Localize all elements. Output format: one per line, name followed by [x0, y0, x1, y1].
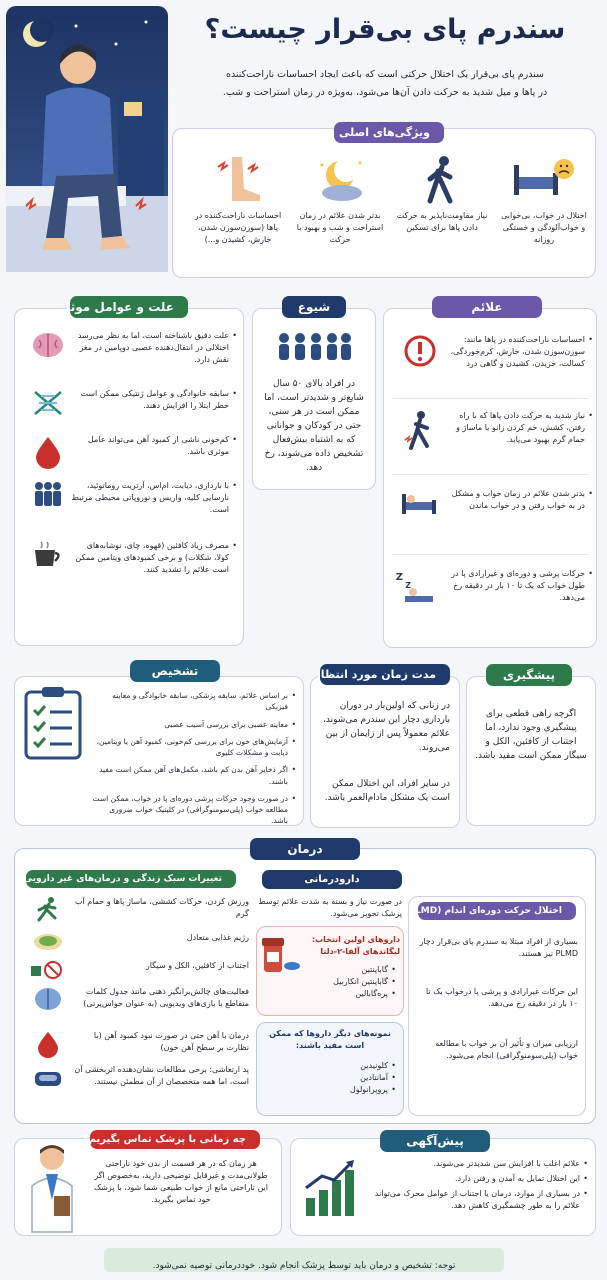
diagnosis-item-4: • اگر ذخایر آهن بدن کم باشد، مکمل‌های آهن ممکن است مفید باشند. — [92, 764, 296, 787]
people-icon — [31, 480, 65, 510]
diagnosis-item-3: • آزمایش‌های خون برای بررسی کم‌خونی، کمبود آهن یا ویتامین، دیابت و مشکلات کلیوی — [92, 736, 296, 759]
prognosis-heading: پیش‌آگهی — [380, 1130, 490, 1152]
leg-motion-icon — [403, 410, 437, 450]
cause-5 — [19, 540, 237, 576]
lifestyle-3-text: اجتناب از کافئین، الکل و سیگار — [145, 961, 249, 970]
cause-3 — [19, 434, 237, 468]
duration-text-1: در زنانی که اولین‌بار در دوران بارداری دچار این سندرم می‌شوند، علائم معمولاً پس از زایمان از بین می‌روند. — [323, 701, 450, 753]
moon-cloud-icon — [294, 150, 386, 210]
lifestyle-4-text: فعالیت‌های چالش‌برانگیز ذهنی مانند جدول کلمات متقاطع یا بازی‌های ویدیویی (به عنوان حواس‌پرتی) — [83, 987, 249, 1008]
diagnosis-item-1: • بر اساس علائم، سابقه پزشکی، سابقه خانوادگی و معاینه فیزیکی — [92, 690, 296, 713]
feature-sensation — [190, 150, 286, 246]
dna-icon — [31, 388, 65, 418]
other-drug-2: • آمانتادین — [300, 1072, 396, 1084]
lifestyle-1 — [27, 896, 249, 922]
no-caffeine-icon — [29, 960, 63, 980]
diagnosis-item-5: • در صورت وجود حرکات پرشی دوره‌ای پا در خواب، ممکن است مطالعه خواب (پلی‌سومنوگرافی) در کلینیک خواب ضروری باشد. — [92, 793, 296, 827]
first-line-drug-2: • گاباپنتین انکاربیل — [300, 976, 396, 988]
growth-chart-icon — [302, 1158, 358, 1218]
lifestyle-heading: تغییرات سبک زندگی و درمان‌های غیر دارویی — [26, 870, 236, 888]
sleep-zzz-icon — [395, 568, 437, 608]
prognosis-item-3: • در بسیاری از موارد، درمان یا اجتناب از عوامل محرک می‌تواند علائم را به طور چشمگیری کاهش دهد. — [366, 1188, 588, 1212]
symptom-3 — [397, 488, 593, 518]
duration-heading: مدت زمان مورد انتظار — [320, 664, 450, 685]
lifestyle-6-text: پد ارتعاشی: برخی مطالعات نشان‌دهنده اثربخشی آن است، اما همه متخصصان از آن مطمئن نیستند. — [74, 1065, 249, 1086]
prevention-text: اگرچه راهی قطعی برای پیشگیری وجود ندارد، اما اجتناب از کافئین، الکل و سیگار ممکن است مفید باشد. — [475, 709, 587, 761]
plmd-text-3: ارزیابی میزان و تأثیر آن بر خواب با مطالعه خواب (پلی‌سومنوگرافی) انجام می‌شود. — [435, 1039, 578, 1060]
svg-text:Z: Z — [405, 581, 411, 590]
lifestyle-2-text: رژیم غذایی متعادل — [186, 933, 249, 942]
symptom-2-text: • نیاز شدید به حرکت دادن پاها که با راه رفتن، کشش، خم کردن زانو یا ماساژ و حمام گرم بهبود می‌یابد. — [443, 410, 593, 446]
feature-sensation-label: احساسات ناراحت‌کننده در پاها (سوزن‌سوزن شدن، خارش، کشیدن و...) — [194, 211, 282, 244]
prevention-heading: پیشگیری — [486, 664, 572, 686]
feature-urge — [396, 150, 488, 234]
leg-pain-icon — [190, 150, 286, 210]
cause-1 — [19, 330, 237, 366]
prognosis-list — [366, 1158, 588, 1212]
lifestyle-6 — [27, 1064, 249, 1090]
plmd-text-2: این حرکات غیرارادی و پرشی پا درخواب یک تا ۱۰ بار در دقیقه رخ می‌دهد. — [425, 987, 578, 1008]
symptom-3-text: • بدتر شدن علائم در زمان خواب و مشکل در به خواب رفتن و در خواب ماندن — [443, 488, 593, 512]
lifestyle-5 — [27, 1030, 249, 1058]
prognosis-item-1: • علائم اغلب با افزایش سن شدیدتر می‌شوند. — [366, 1158, 588, 1170]
feature-night — [294, 150, 386, 246]
page-title: سندرم پای بی‌قرار چیست؟ — [204, 14, 566, 45]
first-line-list — [300, 964, 396, 1000]
prognosis-item-2: • این اختلال تمایل به آمدن و رفتن دارد. — [366, 1173, 588, 1185]
duration-text-2: در سایر افراد، این اختلال ممکن است یک مشکل مادام‌العمر باشد. — [324, 779, 450, 803]
cause-5-text: • مصرف زیاد کافئین (قهوه، چای، نوشابه‌های کولا، شکلات) و برخی کمبودهای ویتامین ممکن است علائم را تشدید کنند. — [71, 540, 237, 576]
doctor-text: هر زمان که در هر قسمت از بدن خود ناراحتی طولانی‌مدت و غیرقابل توضیحی دارید، به‌خصوص اگر این ناراحتی مانع از خواب طبیعی شما شود، با پزشک خود تماس بگیرید. — [94, 1159, 268, 1204]
drugs-heading: دارودرمانی — [262, 870, 402, 889]
coffee-cup-icon — [31, 540, 65, 570]
diagnosis-list — [92, 690, 296, 827]
prevalence-heading: شیوع — [282, 296, 346, 318]
bed-sad-icon — [498, 150, 590, 210]
other-drug-3: • پروپرانولول — [300, 1084, 396, 1096]
cause-1-text: • علت دقیق ناشناخته است، اما به نظر می‌رسد اختلالی در انتقال‌دهنده عصبی دوپامین در مغز نقش دارد. — [71, 330, 237, 366]
lifestyle-2 — [27, 932, 249, 952]
cause-3-text: • کم‌خونی ناشی از کمبود آهن می‌تواند عامل موثری باشد. — [71, 434, 237, 458]
diagnosis-heading: تشخیص — [130, 660, 220, 682]
feature-night-label: بدتر شدن علائم در زمان استراحت و شب و بهبود با حرکت — [296, 211, 384, 244]
doctor-heading: چه زمانی با پزشک تماس بگیریم؟ — [90, 1130, 260, 1149]
causes-heading: علت و عوامل موثر — [70, 296, 188, 318]
first-line-drug-1: • گاباپنتین — [300, 964, 396, 976]
lifestyle-3 — [27, 960, 249, 980]
blood-drop-icon — [31, 434, 65, 468]
symptoms-heading: علائم — [432, 296, 542, 318]
hero-illustration — [6, 6, 168, 272]
first-line-drug-3: • پره‌گابالین — [300, 988, 396, 1000]
lifestyle-5-text: درمان با آهن حتی در صورت نبود کمبود آهن (با نظارت بر سطح آهن خون) — [93, 1031, 249, 1052]
cause-2-text: • سابقه خانوادگی و عوامل ژنتیکی ممکن است خطر ابتلا را افزایش دهند. — [71, 388, 237, 412]
bed-icon — [401, 488, 437, 518]
pill-bottle-icon — [260, 936, 302, 976]
feature-urge-label: نیاز مقاومت‌ناپذیر به حرکت دادن پاها برای تسکین — [396, 211, 488, 232]
symptom-1 — [397, 334, 593, 370]
running-person-icon — [33, 896, 63, 922]
intro-line-2: در پاها و میل شدید به حرکت دادن آن‌ها می‌شود، به‌ویژه در زمان استراحت و شب. — [222, 87, 548, 98]
iron-drop-icon — [33, 1030, 63, 1058]
disclaimer-text: توجه: تشخیص و درمان باید توسط پزشک انجام شود. خوددرمانی توصیه نمی‌شود. — [152, 1261, 456, 1271]
brain-puzzle-icon — [33, 986, 63, 1012]
other-drugs-title: نمونه‌های دیگر داروها که ممکن است مفید باشند: — [269, 1029, 391, 1050]
other-drugs-list — [300, 1060, 396, 1096]
intro-line-1: سندرم پای بی‌قرار یک اختلال حرکتی است که باعث ایجاد احساسات ناراحت‌کننده — [225, 69, 545, 80]
feature-sleep — [498, 150, 590, 246]
symptom-4 — [397, 568, 593, 608]
vibration-pad-icon — [33, 1064, 63, 1090]
symptom-1-text: • احساسات ناراحت‌کننده در پاها مانند: سوزن‌سوزن شدن، خارش، کرم‌خوردگی، کسالت، خزیدن، کشیدن و گاهی درد — [443, 334, 593, 370]
other-drug-1: • کلونیدین — [300, 1060, 396, 1072]
lifestyle-4 — [27, 986, 249, 1012]
drugs-intro: در صورت نیاز و بسته به شدت علائم توسط پزشک تجویز می‌شود. — [258, 897, 402, 918]
cause-4-text: • با بارداری، دیابت، ام‌اس، آرتریت روماتوئید، نارسایی کلیه، واریس و نوروپاتی محیطی مرتبط است. — [71, 480, 237, 516]
people-group-icon — [274, 330, 354, 364]
diagnosis-item-2: • معاینه عصبی برای بررسی آسیب عصبی — [92, 719, 296, 730]
disclaimer-note — [104, 1248, 504, 1272]
symptom-4-text: • حرکات پرشی و دوره‌ای و غیرارادی پا در طول خواب که یک تا ۱۰ بار در دقیقه رخ می‌دهد. — [443, 568, 593, 604]
symptom-2 — [397, 410, 593, 450]
features-heading: ویژگی‌های اصلی — [334, 122, 444, 143]
lifestyle-1-text: ورزش کردن، حرکات کششی، ماساژ پاها و حمام آب گرم — [74, 897, 249, 918]
cause-4 — [19, 480, 237, 516]
alert-icon — [403, 334, 437, 368]
clipboard-checklist-icon — [22, 686, 84, 760]
walking-person-icon — [396, 150, 488, 210]
svg-text:Z: Z — [395, 572, 403, 583]
cause-2 — [19, 388, 237, 418]
doctor-icon — [24, 1140, 80, 1232]
first-line-title: داروهای اولین انتخاب: لیگاندهای آلفا-۲-دلتا — [311, 935, 400, 956]
brain-icon — [31, 330, 65, 360]
feature-sleep-label: اختلال در خواب، بی‌خوابی و خواب‌آلودگی و خستگی روزانه — [501, 211, 587, 244]
plmd-text-1: بسیاری از افراد مبتلا به سندرم پای بی‌قرار دچار PLMD نیز هستند. — [419, 937, 578, 958]
food-plate-icon — [33, 932, 63, 952]
treatment-heading: درمان — [250, 838, 360, 860]
prevalence-text: در افراد بالای ۵۰ سال شایع‌تر و شدیدتر است، اما ممکن است در هر سنی، حتی در کودکان و جوانانی که به اشتباه بیش‌فعال تشخیص داده می‌شوند، رخ دهد. — [264, 379, 364, 473]
plmd-heading: اختلال حرکت دوره‌ای اندام (PLMD) — [418, 902, 576, 920]
